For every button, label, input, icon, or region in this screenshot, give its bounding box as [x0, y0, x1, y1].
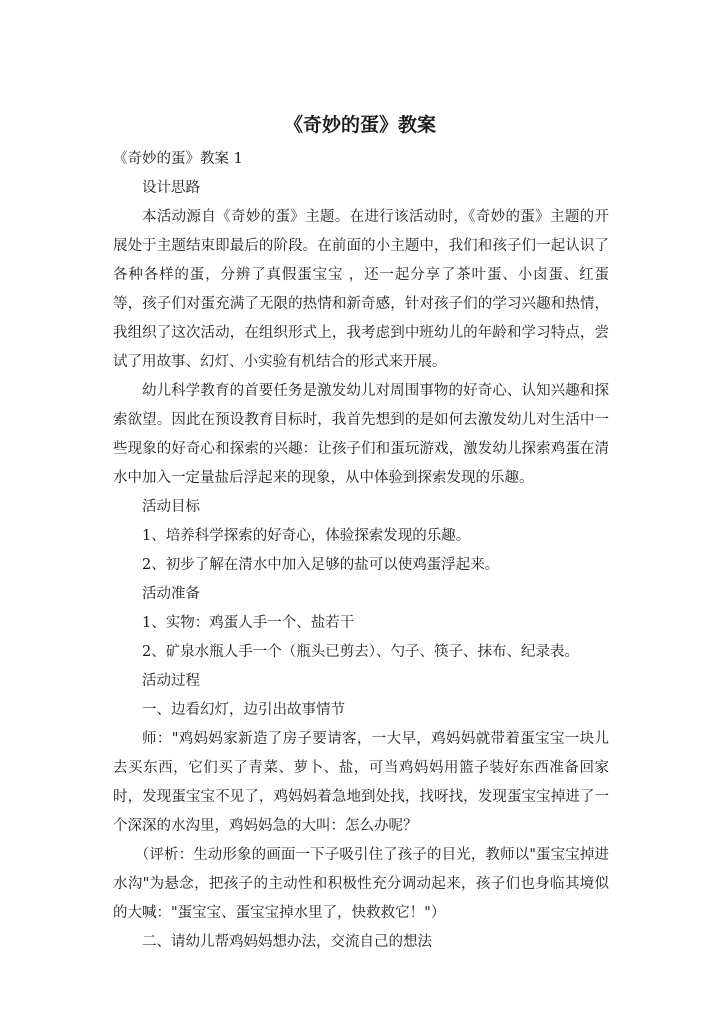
preparation-item-1: 1、实物：鸡蛋人手一个、盐若干: [142, 615, 355, 631]
process-step-2: 二、请幼儿帮鸡妈妈想办法，交流自己的想法: [142, 934, 432, 950]
design-idea-paragraph-1: 本活动源自《奇妙的蛋》主题。在进行该活动时，《奇妙的蛋》主题的开展处于主题结束即最后的阶段。在前面的小主题中，我们和孩子们一起认识了各种各样的蛋，分辨了真假蛋宝宝 ，还一起分享了茶叶蛋、小卤蛋、红蛋等，孩子们对蛋充满了无限的热情和新奇感，针对孩子们的学习兴趣和热情，我组织了这次活动，在组织形式上，我考虑到中班幼儿的年龄和学习特点，尝试了用故事、幻灯、小实验有机结合的形式来开展。: [113, 209, 609, 370]
preparation-item-2: 2、矿泉水瓶人手一个（瓶头已剪去）、勺子、筷子、抹布、纪录表。: [142, 644, 579, 660]
lesson-plan-heading: 《奇妙的蛋》教案 1: [113, 151, 243, 167]
section-heading-design-idea: 设计思路: [142, 180, 200, 196]
document-title: 《奇妙的蛋》教案: [283, 114, 436, 136]
goal-item-2: 2、初步了解在清水中加入足够的盐可以使鸡蛋浮起来。: [142, 557, 500, 573]
goal-item-1: 1、培养科学探索的好奇心，体验探索发现的乐趣。: [142, 528, 471, 544]
section-heading-activity-goals: 活动目标: [142, 499, 200, 515]
document-body: [113, 145, 609, 957]
process-step-1: 一、边看幻灯，边引出故事情节: [142, 702, 345, 718]
commentary-paragraph: （评析：生动形象的画面一下子吸引住了孩子的目光，教师以"蛋宝宝掉进水沟"为悬念，把孩子的主动性和积极性充分调动起来，孩子们也身临其境似的大喊："蛋宝宝、蛋宝宝掉水里了，快救救它！"）: [113, 847, 609, 921]
section-heading-process: 活动过程: [142, 673, 200, 689]
design-idea-paragraph-2: 幼儿科学教育的首要任务是激发幼儿对周围事物的好奇心、认知兴趣和探索欲望。因此在预设教育目标时，我首先想到的是如何去激发幼儿对生活中一些现象的好奇心和探索的兴趣：让孩子们和蛋玩游戏，激发幼儿探索鸡蛋在清水中加入一定量盐后浮起来的现象，从中体验到探索发现的乐趣。: [113, 383, 609, 486]
section-heading-preparation: 活动准备: [142, 586, 200, 602]
teacher-story-paragraph: 师："鸡妈妈家新造了房子要请客，一大早，鸡妈妈就带着蛋宝宝一块儿去买东西，它们买了青菜、萝卜、盐，可当鸡妈妈用篮子装好东西准备回家时，发现蛋宝宝不见了，鸡妈妈着急地到处找，找呀找，发现蛋宝宝掉进了一个深深的水沟里，鸡妈妈急的大叫：怎么办呢？: [113, 731, 609, 834]
